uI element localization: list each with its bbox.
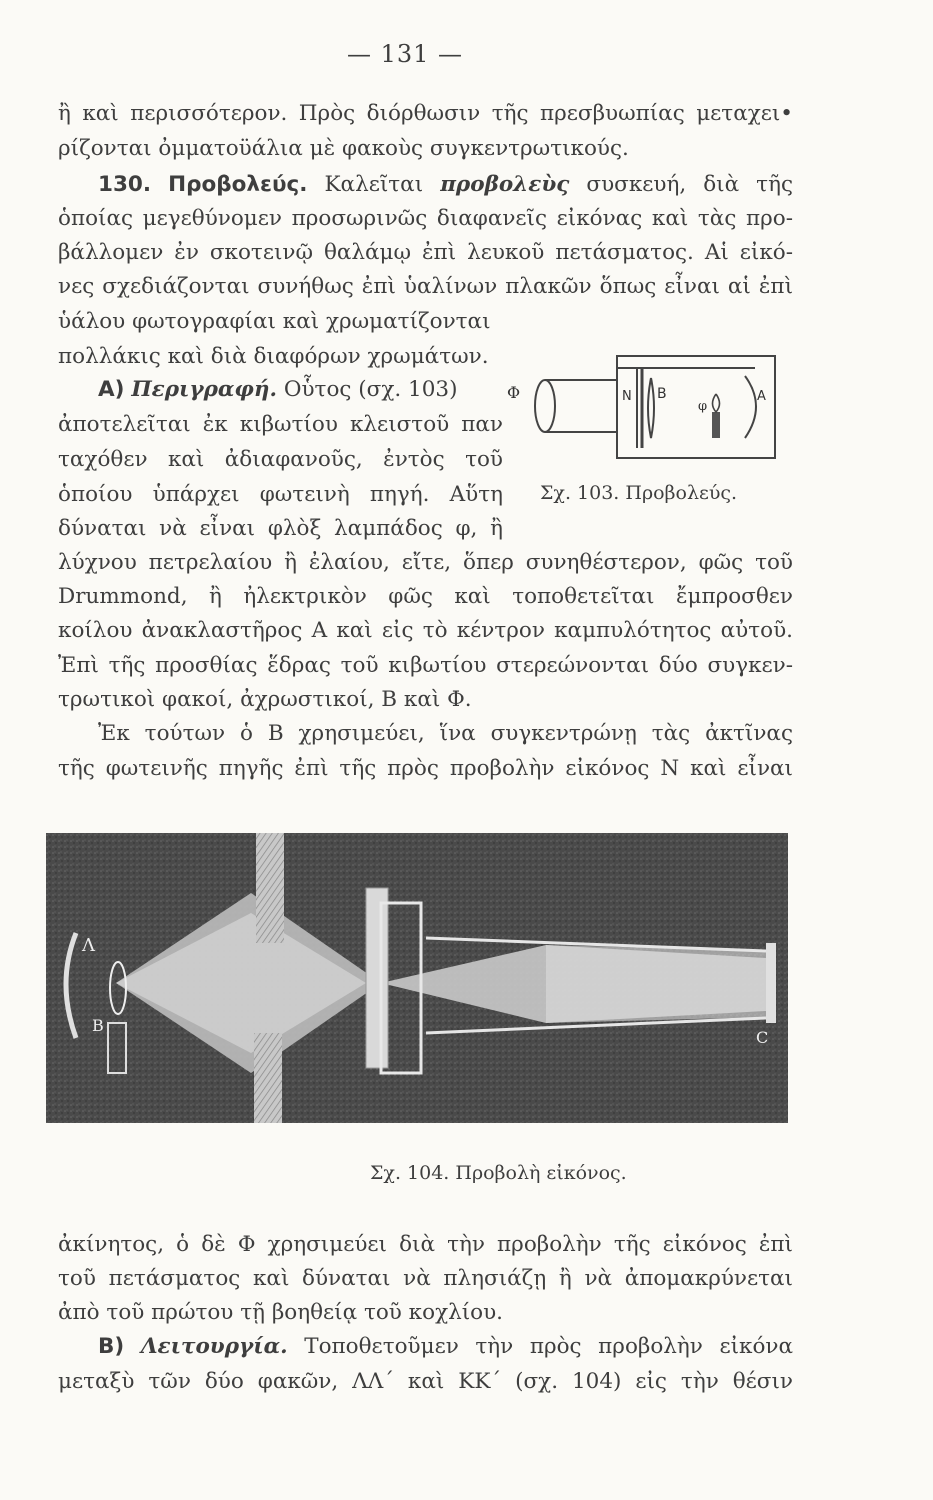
text-line: Drummond, ἢ ἠλεκτρικὸν φῶς καὶ τοποθετεῖται ἔμπροσθεν — [58, 584, 793, 609]
text-line: λύχνου πετρελαίου ἢ ἐλαίου, εἴτε, ὅπερ συνηθέστερον, φῶς τοῦ — [58, 550, 793, 575]
fig103-label-phi-flame: φ — [698, 399, 708, 414]
part-b-first-line — [58, 1330, 793, 1364]
text-line: ὑάλου φωτογραφίαι καὶ χρωματίζονται — [58, 309, 491, 334]
text-line: ἀποτελεῖται ἐκ κιβωτίου κλειστοῦ παν — [58, 412, 503, 437]
text-fragment: Τοποθετοῦμεν τὴν πρὸς προβολὴν εἰκόνα — [304, 1334, 793, 1359]
fig103-label-n: N — [622, 389, 632, 404]
text-line: ἢ καὶ περισσότερον. Πρὸς διόρθωσιν τῆς πρεσβυωπίας μεταχει• — [58, 101, 793, 126]
text-line: δύναται νὰ εἶναι φλὸξ λαμπάδος φ, ἢ — [58, 516, 503, 541]
section-number: 130. — [98, 172, 152, 197]
text-line: βάλλομεν ἐν σκοτεινῷ θαλάμῳ ἐπὶ λευκοῦ πετάσματος. Αἱ εἰκό- — [58, 240, 793, 265]
text-line: Ἐκ τούτων ὁ Β χρησιμεύει, ἵνα συγκεντρώνῃ τὰς ἀκτῖνας — [98, 721, 793, 746]
text-line: ὁποίας μεγεθύνομεν προσωρινῶς διαφανεῖς εἰκόνας καὶ τὰς προ- — [58, 206, 793, 231]
part-a-first-line — [58, 373, 503, 407]
part-b-label: Β) — [98, 1334, 125, 1359]
text-fragment: συσκευή, διὰ τῆς — [586, 172, 794, 197]
text-fragment: Οὗτος (σχ. 103) — [283, 377, 458, 402]
text-line: ὁποίου ὑπάρχει φωτεινὴ πηγή. Αὕτη — [58, 482, 503, 507]
section-heading: Προβολεύς. — [168, 172, 308, 197]
term-projector: προβολεὺς — [440, 172, 570, 197]
text-line: ἀπὸ τοῦ πρώτου τῇ βοηθείᾳ τοῦ κοχλίου. — [58, 1300, 504, 1325]
page-number: — 131 — — [346, 40, 464, 68]
text-line: ἀκίνητος, ὁ δὲ Φ χρησιμεύει διὰ τὴν προβολὴν τῆς εἰκόνος ἐπὶ — [58, 1232, 793, 1257]
figure-104-projection — [46, 833, 788, 1123]
text-line: κοίλου ἀνακλαστῆρος Α καὶ εἰς τὸ κέντρον καμπυλότητος αὐτοῦ. — [58, 618, 793, 643]
text-line: Ἐπὶ τῆς προσθίας ἕδρας τοῦ κιβωτίου στερεώνονται δύο συγκεν- — [58, 653, 793, 678]
text-line: μεταξὺ τῶν δύο φακῶν, ΛΛ΄ καὶ ΚΚ΄ (σχ. 104) εἰς τὴν θέσιν — [58, 1369, 793, 1394]
figure-103-caption: Σχ. 103. Προβολεύς. — [540, 482, 738, 504]
text-fragment: Καλεῖται — [324, 172, 424, 197]
text-line: τρωτικοὶ φακοί, ἀχρωστικοί, Β καὶ Φ. — [58, 687, 472, 712]
part-b-heading: Λειτουργία. — [140, 1334, 288, 1359]
section-130-first-line — [58, 168, 793, 202]
fig104-label-c: C — [756, 1028, 769, 1047]
text-line: ρίζονται ὀμματοϋάλια μὲ φακοὺς συγκεντρωτικούς. — [58, 136, 629, 161]
text-line: τοῦ πετάσματος καὶ δύναται νὰ πλησιάζῃ ἢ νὰ ἀπομακρύνεται — [58, 1266, 793, 1291]
text-line: ταχόθεν καὶ ἀδιαφανοῦς, ἐντὸς τοῦ — [58, 447, 503, 472]
text-line: τῆς φωτεινῆς πηγῆς ἐπὶ τῆς πρὸς προβολὴν εἰκόνος Ν καὶ εἶναι — [58, 756, 793, 781]
fig104-label-b: Β — [92, 1016, 104, 1035]
fig103-label-a: A — [757, 389, 766, 404]
figure-104-caption: Σχ. 104. Προβολὴ εἰκόνος. — [370, 1162, 627, 1184]
fig103-label-phi-lens: Φ — [507, 383, 521, 402]
fig103-label-b: B — [657, 386, 667, 402]
part-a-label: Α) — [98, 377, 125, 402]
text-line: νες σχεδιάζονται συνήθως ἐπὶ ὑαλίνων πλακῶν ὅπως εἶναι αἱ ἐπὶ — [58, 274, 793, 299]
part-a-heading: Περιγραφή. — [131, 377, 278, 402]
text-line: πολλάκις καὶ διὰ διαφόρων χρωμάτων. — [58, 344, 489, 369]
fig104-label-lambda: Λ — [82, 935, 95, 956]
figure-103-projector — [505, 338, 795, 468]
